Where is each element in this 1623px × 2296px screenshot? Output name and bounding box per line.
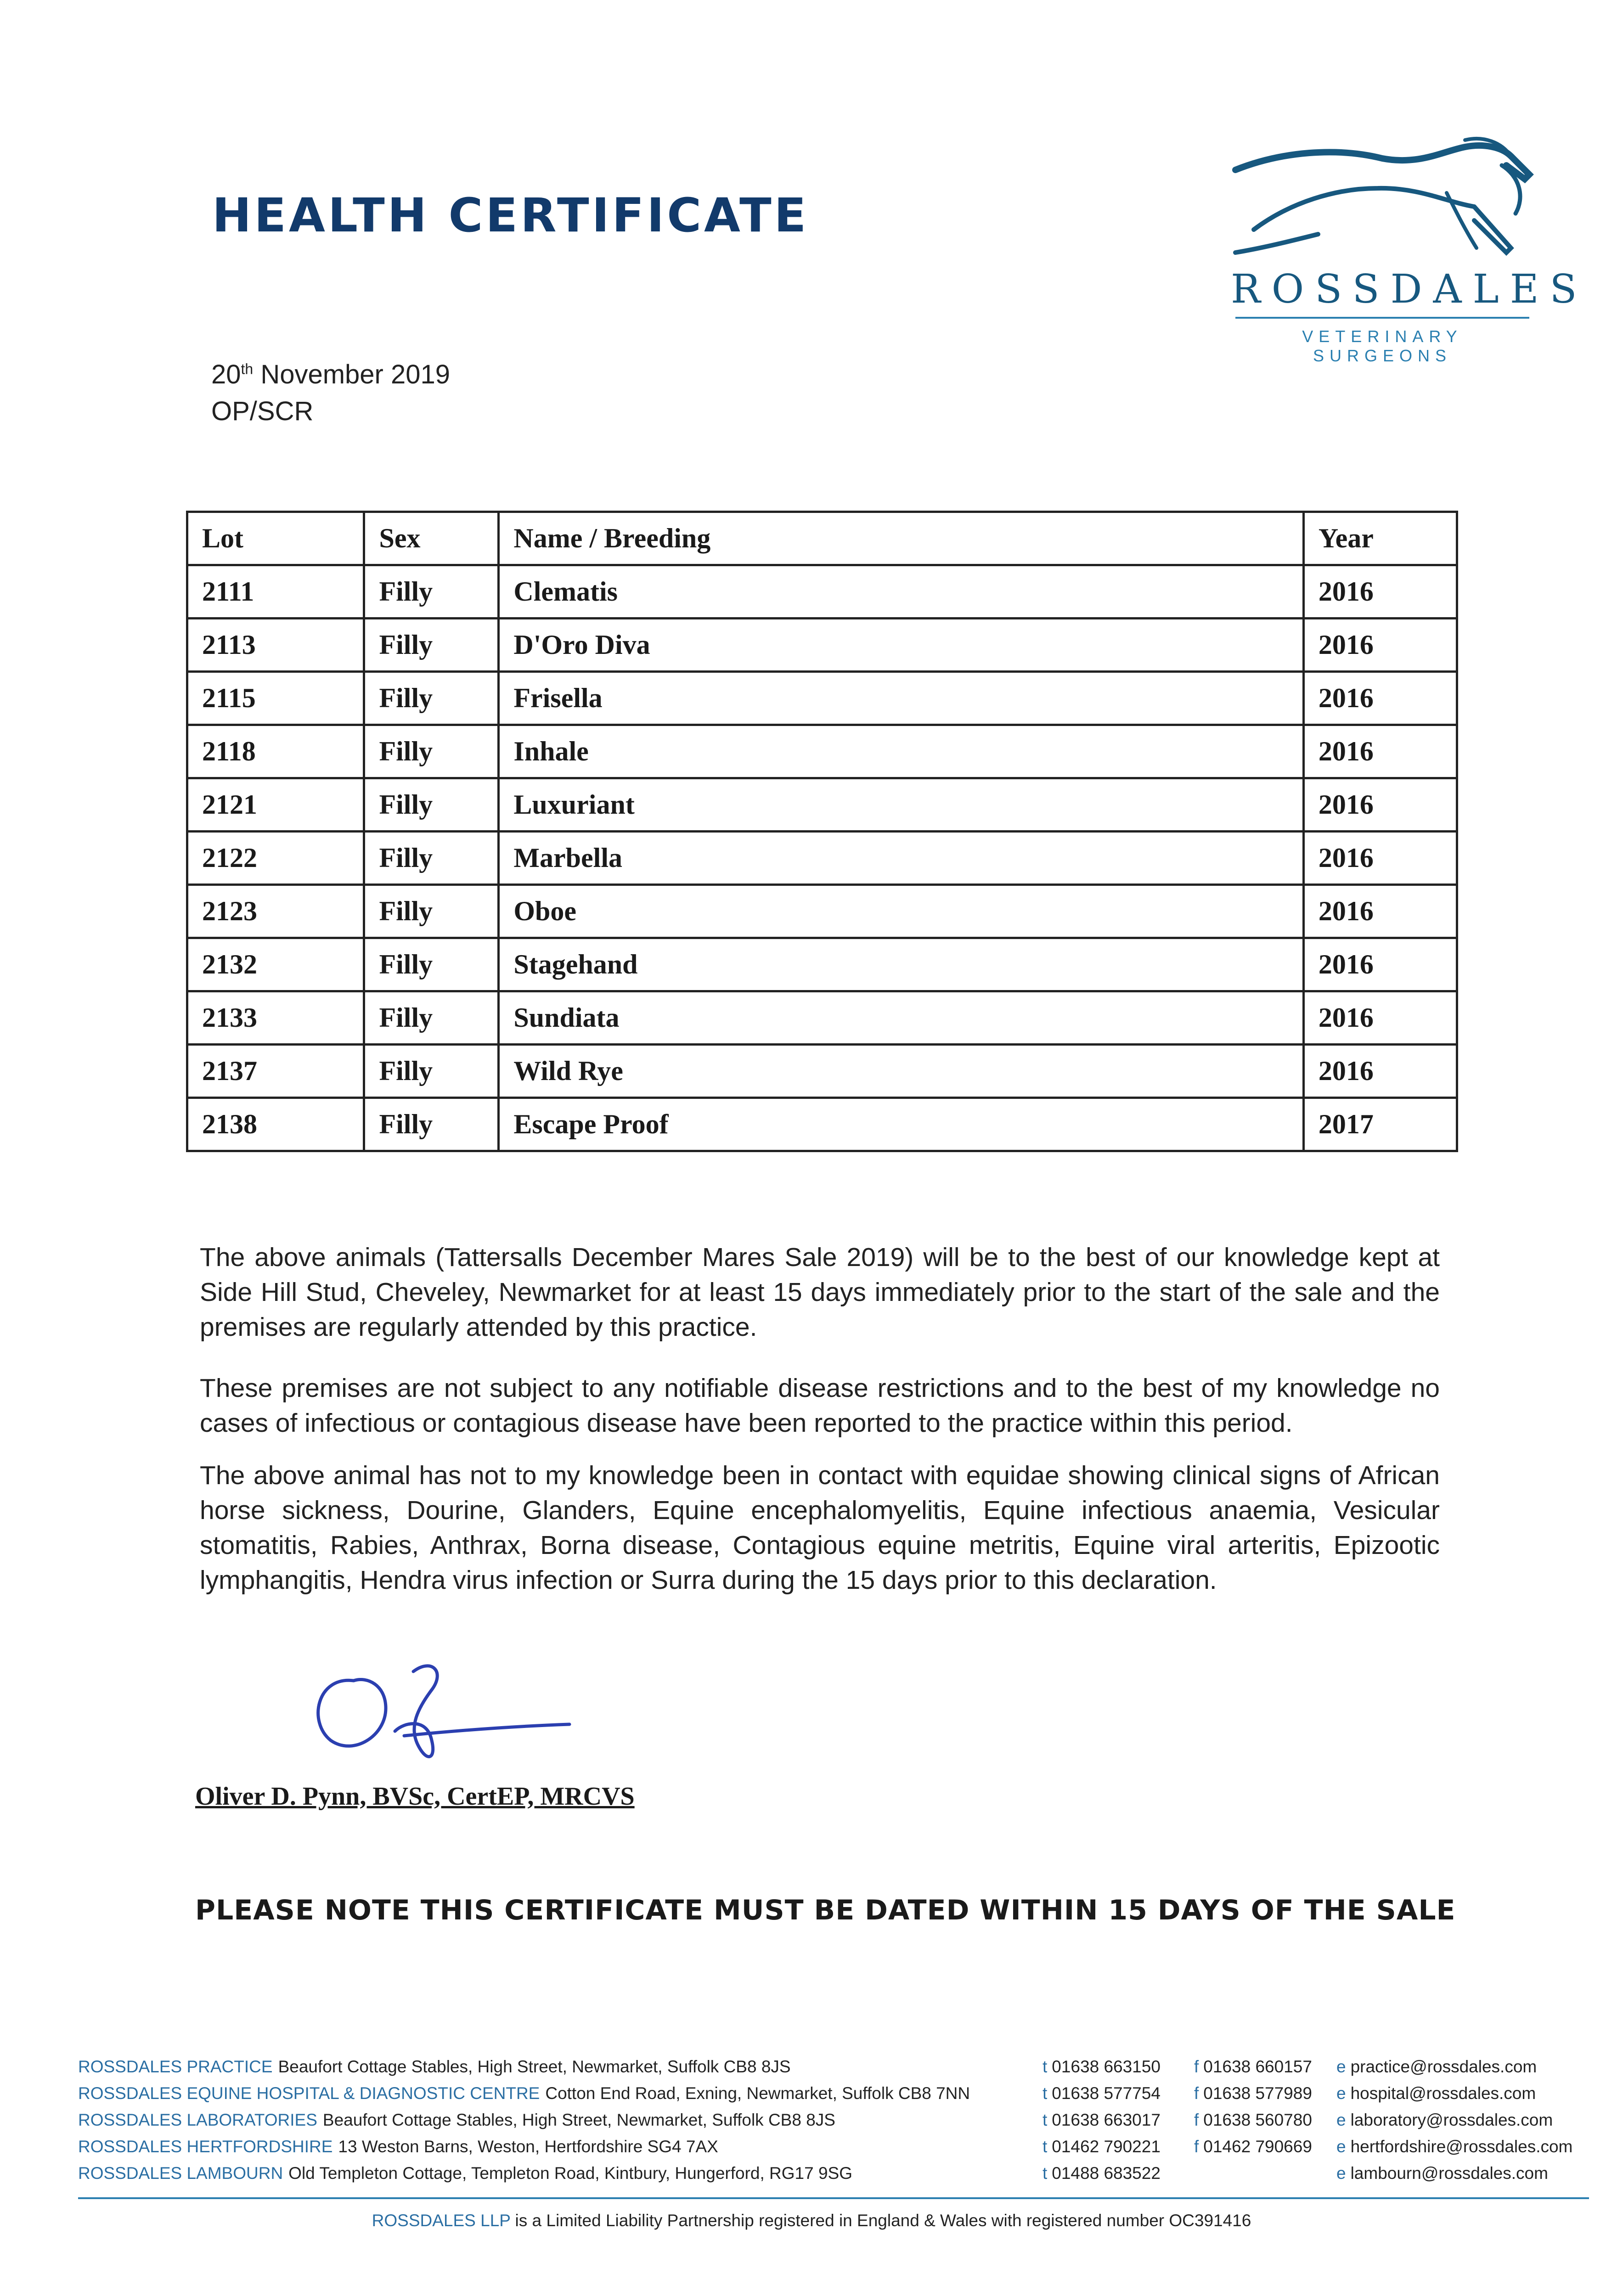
- cell-year: 2016: [1303, 938, 1457, 991]
- date-month-year: November 2019: [253, 360, 451, 389]
- footer-office-row: [78, 2057, 1594, 2084]
- email-prefix: e: [1336, 2137, 1346, 2156]
- legal-statement: [0, 2211, 1623, 2230]
- table-row: [187, 672, 1457, 725]
- cell-lot: 2138: [187, 1098, 364, 1151]
- tel-prefix: t: [1043, 2110, 1048, 2129]
- cell-name: D'Oro Diva: [499, 619, 1304, 672]
- cell-name: Sundiata: [499, 991, 1304, 1045]
- office-address: Old Templeton Cottage, Templeton Road, Kintbury, Hungerford, RG17 9SG: [288, 2164, 853, 2183]
- office-email[interactable]: [1336, 2110, 1553, 2130]
- email-value[interactable]: laboratory@rossdales.com: [1350, 2110, 1553, 2129]
- office-fax: [1194, 2110, 1312, 2130]
- footer-contacts: [78, 2057, 1594, 2190]
- office-name: ROSSDALES LABORATORIES: [78, 2110, 317, 2129]
- office-address: Beaufort Cottage Stables, High Street, Newmarket, Suffolk CB8 8JS: [322, 2110, 835, 2129]
- cell-name: Luxuriant: [499, 778, 1304, 832]
- cell-name: Stagehand: [499, 938, 1304, 991]
- office-name: ROSSDALES EQUINE HOSPITAL & DIAGNOSTIC CENTRE: [78, 2084, 540, 2103]
- tel-prefix: t: [1043, 2137, 1048, 2156]
- cell-lot: 2111: [187, 565, 364, 619]
- signer-name: Oliver D. Pynn, BVSc, CertEP, MRCVS: [195, 1782, 635, 1811]
- office-name-address: [78, 2164, 852, 2183]
- cell-sex: Filly: [364, 832, 499, 885]
- cell-sex: Filly: [364, 619, 499, 672]
- header-sex: Sex: [364, 512, 499, 565]
- office-address: 13 Weston Barns, Weston, Hertfordshire SG4 7AX: [338, 2137, 718, 2156]
- logo-wordmark: ROSSDALES: [1231, 266, 1588, 312]
- handwritten-signature: [299, 1653, 583, 1777]
- office-name-address: [78, 2137, 718, 2156]
- email-value[interactable]: hertfordshire@rossdales.com: [1350, 2137, 1573, 2156]
- date-suffix: th: [241, 360, 254, 377]
- cell-sex: Filly: [364, 1045, 499, 1098]
- fax-value: 01638 577989: [1203, 2084, 1312, 2103]
- tel-value: 01638 577754: [1052, 2084, 1161, 2103]
- footer-office-row: [78, 2084, 1594, 2110]
- cell-lot: 2118: [187, 725, 364, 778]
- office-name: ROSSDALES LAMBOURN: [78, 2164, 283, 2183]
- tel-prefix: t: [1043, 2084, 1048, 2103]
- header-name-breeding: Name / Breeding: [499, 512, 1304, 565]
- footer-office-row: [78, 2110, 1594, 2137]
- fax-prefix: f: [1194, 2084, 1199, 2103]
- cell-lot: 2113: [187, 619, 364, 672]
- email-value[interactable]: hospital@rossdales.com: [1350, 2084, 1536, 2103]
- office-email[interactable]: [1336, 2164, 1548, 2183]
- office-email[interactable]: [1336, 2057, 1537, 2077]
- lots-table: [186, 511, 1458, 1152]
- cell-sex: Filly: [364, 778, 499, 832]
- table-row: [187, 885, 1457, 938]
- office-email[interactable]: [1336, 2084, 1536, 2103]
- paragraph-sale-premises: The above animals (Tattersalls December Mares Sale 2019) will be to the best of our knowledge kept at Side Hill Stud, Cheveley, Newmarket for at least 15 days immediately prior to the start of the sale and the premises are regularly attended by this practice.: [200, 1243, 1440, 1342]
- logo-subtitle: VETERINARY SURGEONS: [1302, 327, 1463, 365]
- footer-office-row: [78, 2164, 1594, 2190]
- tel-value: 01462 790221: [1052, 2137, 1161, 2156]
- office-fax: [1194, 2084, 1312, 2103]
- paragraph-contact-declaration: The above animal has not to my knowledge been in contact with equidae showing clinical signs of African horse sickness, Dourine, Glanders, Equine encephalomyelitis, Equine infectious anaemia, Vesicular stomatitis, Rabies, Anthrax, Borna disease, Contagious equine metritis, Equine viral arteritis, Epizootic lymphangitis, Hendra virus infection or Surra during the 15 days prior to this declaration.: [200, 1461, 1440, 1595]
- cell-year: 2016: [1303, 778, 1457, 832]
- table-row: [187, 938, 1457, 991]
- table-body: [187, 565, 1457, 1151]
- office-tel: [1043, 2084, 1161, 2103]
- cell-name: Inhale: [499, 725, 1304, 778]
- cell-year: 2016: [1303, 565, 1457, 619]
- galloping-horse-logo-icon: [1226, 133, 1538, 271]
- document-title: HEALTH CERTIFICATE: [212, 188, 809, 243]
- footer-divider: [78, 2197, 1589, 2199]
- legal-text: is a Limited Liability Partnership registered in England & Wales with registered number OC391416: [510, 2211, 1251, 2230]
- cell-lot: 2122: [187, 832, 364, 885]
- cell-name: Marbella: [499, 832, 1304, 885]
- reference-code: OP/SCR: [211, 396, 314, 426]
- cell-year: 2016: [1303, 619, 1457, 672]
- tel-value: 01488 683522: [1052, 2164, 1161, 2183]
- footer-office-row: [78, 2137, 1594, 2164]
- fax-value: 01638 660157: [1203, 2057, 1312, 2076]
- email-prefix: e: [1336, 2164, 1346, 2183]
- certificate-date: [211, 359, 450, 390]
- table-header-row: [187, 512, 1457, 565]
- table-row: [187, 778, 1457, 832]
- tel-value: 01638 663017: [1052, 2110, 1161, 2129]
- office-tel: [1043, 2137, 1161, 2156]
- header-year: Year: [1303, 512, 1457, 565]
- fax-value: 01638 560780: [1203, 2110, 1312, 2129]
- cell-name: Frisella: [499, 672, 1304, 725]
- legal-brand: ROSSDALES LLP: [372, 2211, 511, 2230]
- cell-name: Escape Proof: [499, 1098, 1304, 1151]
- cell-year: 2016: [1303, 885, 1457, 938]
- email-value[interactable]: lambourn@rossdales.com: [1350, 2164, 1548, 2183]
- office-tel: [1043, 2110, 1161, 2130]
- office-email[interactable]: [1336, 2137, 1572, 2156]
- cell-sex: Filly: [364, 672, 499, 725]
- fax-value: 01462 790669: [1203, 2137, 1312, 2156]
- cell-year: 2016: [1303, 672, 1457, 725]
- dating-note: PLEASE NOTE THIS CERTIFICATE MUST BE DATED WITHIN 15 DAYS OF THE SALE: [195, 1894, 1456, 1926]
- table-row: [187, 565, 1457, 619]
- cell-name: Clematis: [499, 565, 1304, 619]
- cell-year: 2017: [1303, 1098, 1457, 1151]
- office-address: Cotton End Road, Exning, Newmarket, Suffolk CB8 7NN: [545, 2084, 970, 2103]
- cell-lot: 2121: [187, 778, 364, 832]
- office-name-address: [78, 2110, 835, 2130]
- cell-sex: Filly: [364, 991, 499, 1045]
- header-lot: Lot: [187, 512, 364, 565]
- office-tel: [1043, 2057, 1161, 2077]
- cell-year: 2016: [1303, 991, 1457, 1045]
- table-row: [187, 1045, 1457, 1098]
- office-name-address: [78, 2057, 791, 2077]
- email-value[interactable]: practice@rossdales.com: [1350, 2057, 1537, 2076]
- logo-divider: [1235, 317, 1529, 319]
- tel-prefix: t: [1043, 2164, 1048, 2183]
- email-prefix: e: [1336, 2110, 1346, 2129]
- table-row: [187, 619, 1457, 672]
- fax-prefix: f: [1194, 2057, 1199, 2076]
- cell-sex: Filly: [364, 725, 499, 778]
- cell-name: Wild Rye: [499, 1045, 1304, 1098]
- paragraph-disease-restrictions: These premises are not subject to any notifiable disease restrictions and to the best of my knowledge no cases of infectious or contagious disease have been reported to the practice within this period.: [200, 1373, 1440, 1438]
- cell-lot: 2137: [187, 1045, 364, 1098]
- fax-prefix: f: [1194, 2110, 1199, 2129]
- cell-year: 2016: [1303, 725, 1457, 778]
- rossdales-logo: [1222, 129, 1588, 365]
- office-tel: [1043, 2164, 1161, 2183]
- table-row: [187, 832, 1457, 885]
- cell-lot: 2123: [187, 885, 364, 938]
- office-fax: [1194, 2137, 1312, 2156]
- cell-year: 2016: [1303, 1045, 1457, 1098]
- fax-prefix: f: [1194, 2137, 1199, 2156]
- table-row: [187, 991, 1457, 1045]
- office-address: Beaufort Cottage Stables, High Street, Newmarket, Suffolk CB8 8JS: [278, 2057, 791, 2076]
- table-row: [187, 1098, 1457, 1151]
- tel-prefix: t: [1043, 2057, 1048, 2076]
- cell-sex: Filly: [364, 1098, 499, 1151]
- cell-sex: Filly: [364, 938, 499, 991]
- tel-value: 01638 663150: [1052, 2057, 1161, 2076]
- cell-lot: 2133: [187, 991, 364, 1045]
- email-prefix: e: [1336, 2084, 1346, 2103]
- cell-sex: Filly: [364, 885, 499, 938]
- cell-year: 2016: [1303, 832, 1457, 885]
- office-name-address: [78, 2084, 970, 2103]
- cell-sex: Filly: [364, 565, 499, 619]
- email-prefix: e: [1336, 2057, 1346, 2076]
- table-row: [187, 725, 1457, 778]
- cell-lot: 2132: [187, 938, 364, 991]
- cell-lot: 2115: [187, 672, 364, 725]
- cell-name: Oboe: [499, 885, 1304, 938]
- date-day: 20: [211, 360, 241, 389]
- office-name: ROSSDALES HERTFORDSHIRE: [78, 2137, 333, 2156]
- office-name: ROSSDALES PRACTICE: [78, 2057, 273, 2076]
- office-fax: [1194, 2057, 1312, 2077]
